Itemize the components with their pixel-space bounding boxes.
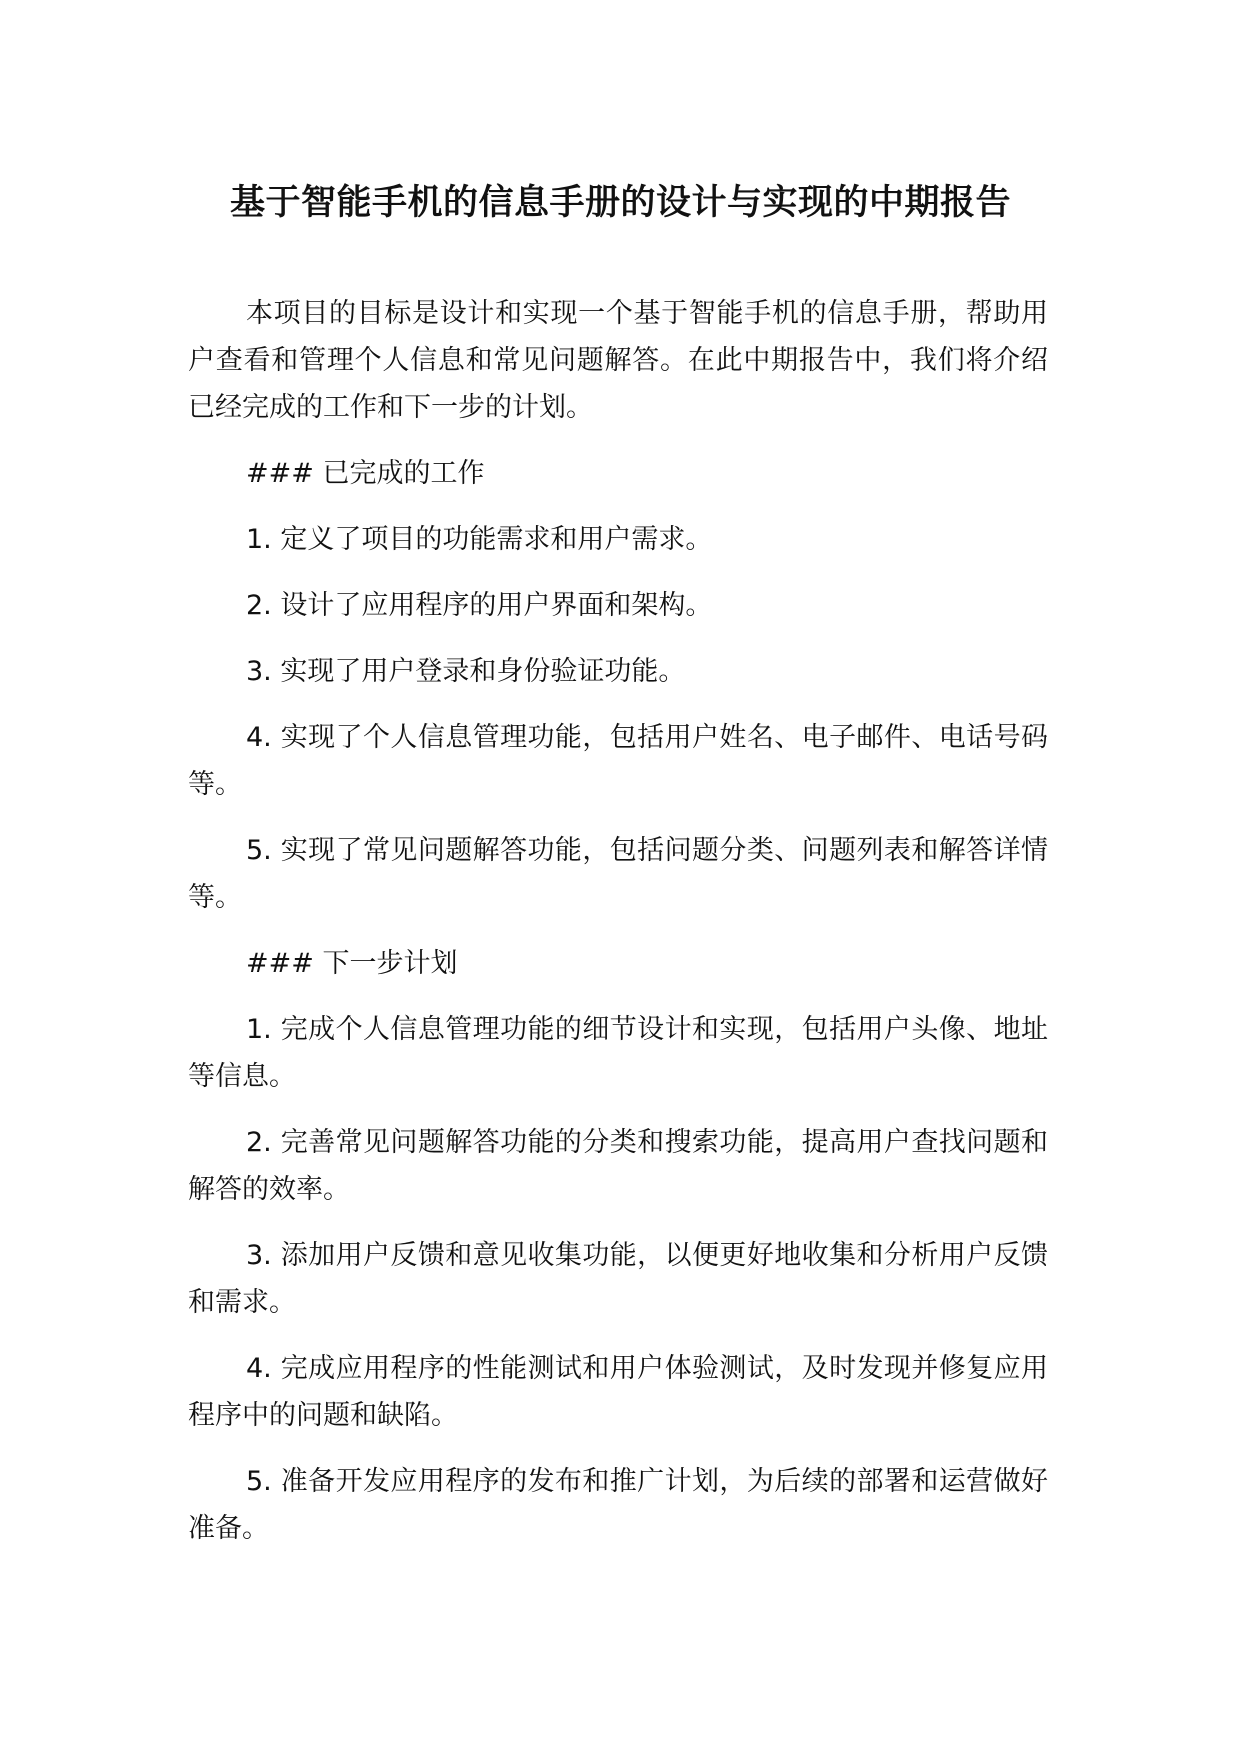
intro-paragraph: 本项目的目标是设计和实现一个基于智能手机的信息手册，帮助用户查看和管理个人信息和常见问题解答。在此中期报告中，我们将介绍已经完成的工作和下一步的计划。 bbox=[188, 298, 1048, 423]
next-step-item-2: 2. 完善常见问题解答功能的分类和搜索功能，提高用户查找问题和解答的效率。 bbox=[188, 1127, 1048, 1205]
completed-item-1: 1. 定义了项目的功能需求和用户需求。 bbox=[246, 524, 713, 555]
completed-item-5: 5. 实现了常见问题解答功能，包括问题分类、问题列表和解答详情等。 bbox=[188, 835, 1048, 913]
next-step-item-4: 4. 完成应用程序的性能测试和用户体验测试，及时发现并修复应用程序中的问题和缺陷。 bbox=[188, 1353, 1048, 1431]
section-heading-completed-work: ### 已完成的工作 bbox=[246, 458, 485, 489]
document-body bbox=[188, 290, 1048, 1571]
section-heading-next-steps: ### 下一步计划 bbox=[246, 948, 458, 979]
completed-item-4: 4. 实现了个人信息管理功能，包括用户姓名、电子邮件、电话号码等。 bbox=[188, 722, 1048, 800]
completed-item-3: 3. 实现了用户登录和身份验证功能。 bbox=[246, 656, 686, 687]
next-step-item-5: 5. 准备开发应用程序的发布和推广计划，为后续的部署和运营做好准备。 bbox=[188, 1466, 1048, 1544]
completed-item-2: 2. 设计了应用程序的用户界面和架构。 bbox=[246, 590, 713, 621]
next-step-item-3: 3. 添加用户反馈和意见收集功能，以便更好地收集和分析用户反馈和需求。 bbox=[188, 1240, 1048, 1318]
next-step-item-1: 1. 完成个人信息管理功能的细节设计和实现，包括用户头像、地址等信息。 bbox=[188, 1014, 1048, 1092]
document-title: 基于智能手机的信息手册的设计与实现的中期报告 bbox=[229, 183, 1011, 223]
